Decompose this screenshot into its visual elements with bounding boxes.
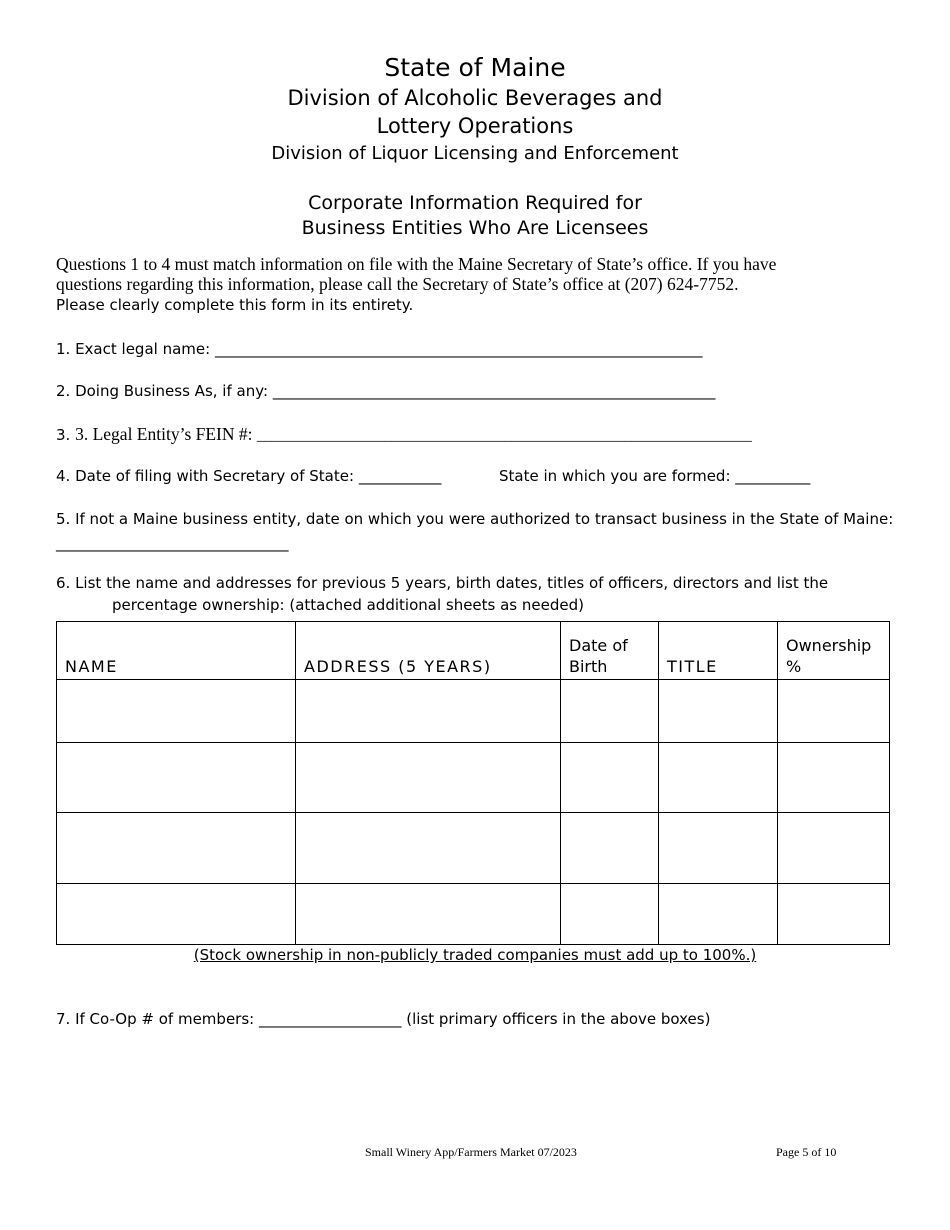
legal-name-field[interactable]: _________________________________________________________________ bbox=[214, 340, 703, 358]
intro-line1: Questions 1 to 4 must match information on file with the Maine Secretary of State’s office. If you have bbox=[56, 254, 777, 274]
dba-field[interactable]: ___________________________________________________________ bbox=[272, 382, 716, 400]
column-header-title: TITLE bbox=[659, 622, 778, 680]
question-7 bbox=[56, 1010, 710, 1028]
name-cell[interactable] bbox=[57, 680, 296, 743]
question-2-label: 2. Doing Business As, if any: bbox=[56, 382, 273, 400]
ownership-cell[interactable] bbox=[778, 743, 890, 813]
ownership-cell[interactable] bbox=[778, 884, 890, 945]
table-row bbox=[57, 743, 890, 813]
form-title-line1: Corporate Information Required for bbox=[308, 192, 642, 214]
question-3-label: 3. Legal Entity’s FEIN #: bbox=[75, 424, 257, 444]
stock-ownership-note bbox=[0, 946, 950, 964]
ownership-cell[interactable] bbox=[778, 680, 890, 743]
name-cell[interactable] bbox=[57, 743, 296, 813]
name-cell[interactable] bbox=[57, 884, 296, 945]
footer-page-number: Page 5 of 10 bbox=[776, 1145, 837, 1159]
table-row bbox=[57, 813, 890, 884]
question-1 bbox=[56, 340, 702, 358]
division-title-line1: Division of Alcoholic Beverages and bbox=[287, 86, 663, 110]
state-formed-label: State in which you are formed: bbox=[499, 467, 736, 485]
ownership-cell[interactable] bbox=[778, 813, 890, 884]
dob-cell[interactable] bbox=[561, 884, 659, 945]
ownership-table bbox=[56, 621, 890, 945]
intro-line2: questions regarding this information, please call the Secretary of State’s office at (207) 624-7752. bbox=[56, 274, 739, 294]
sub-division-title: Division of Liquor Licensing and Enforcement bbox=[271, 143, 679, 164]
question-7-label: 7. If Co-Op # of members: bbox=[56, 1010, 259, 1028]
question-3 bbox=[56, 424, 752, 445]
title-cell[interactable] bbox=[659, 884, 778, 945]
question-2 bbox=[56, 382, 715, 400]
footer-form-id: Small Winery App/Farmers Market 07/2023 bbox=[365, 1145, 577, 1159]
column-header-dob-line1: Date of bbox=[569, 636, 628, 655]
dob-cell[interactable] bbox=[561, 680, 659, 743]
title-cell[interactable] bbox=[659, 743, 778, 813]
column-header-address: ADDRESS (5 YEARS) bbox=[296, 622, 561, 680]
column-header-dob-line2: Birth bbox=[569, 657, 608, 676]
table-header-row bbox=[57, 622, 890, 680]
column-header-ownership-line2: % bbox=[786, 657, 802, 676]
authorization-date-field[interactable]: _______________________________ bbox=[56, 534, 289, 552]
division-title-line2: Lottery Operations bbox=[376, 114, 574, 138]
table-row bbox=[57, 680, 890, 743]
fein-field[interactable]: __________________________________________________________________ bbox=[256, 428, 752, 444]
question-6-line1: 6. List the name and addresses for previous 5 years, birth dates, titles of officers, directors and list the bbox=[56, 574, 829, 592]
state-formed-field[interactable]: __________ bbox=[735, 467, 811, 485]
question-3-number: 3. bbox=[56, 426, 76, 444]
column-header-dob bbox=[561, 622, 659, 680]
question-4-label: 4. Date of filing with Secretary of State: bbox=[56, 467, 359, 485]
filing-date-field[interactable]: ___________ bbox=[358, 467, 442, 485]
table-row bbox=[57, 884, 890, 945]
dob-cell[interactable] bbox=[561, 813, 659, 884]
question-5-text: 5. If not a Maine business entity, date on which you were authorized to transact business in the State of Maine: bbox=[56, 510, 894, 528]
dob-cell[interactable] bbox=[561, 743, 659, 813]
form-title-line2: Business Entities Who Are Licensees bbox=[301, 217, 649, 239]
address-cell[interactable] bbox=[296, 813, 561, 884]
title-cell[interactable] bbox=[659, 813, 778, 884]
question-4-state bbox=[499, 467, 810, 485]
title-cell[interactable] bbox=[659, 680, 778, 743]
coop-members-field[interactable]: ___________________ bbox=[258, 1010, 402, 1028]
question-7-note: (list primary officers in the above boxes) bbox=[401, 1010, 711, 1028]
address-cell[interactable] bbox=[296, 680, 561, 743]
address-cell[interactable] bbox=[296, 743, 561, 813]
column-header-ownership-line1: Ownership bbox=[786, 636, 872, 655]
column-header-name: NAME bbox=[57, 622, 296, 680]
column-header-ownership bbox=[778, 622, 890, 680]
intro-line3: Please clearly complete this form in its entirety. bbox=[56, 296, 414, 314]
question-4 bbox=[56, 467, 441, 485]
name-cell[interactable] bbox=[57, 813, 296, 884]
question-6-line2: percentage ownership: (attached additional sheets as needed) bbox=[112, 596, 584, 614]
address-cell[interactable] bbox=[296, 884, 561, 945]
state-title: State of Maine bbox=[384, 53, 566, 82]
stock-ownership-note-text: (Stock ownership in non-publicly traded companies must add up to 100%.) bbox=[193, 946, 757, 964]
question-1-label: 1. Exact legal name: bbox=[56, 340, 215, 358]
